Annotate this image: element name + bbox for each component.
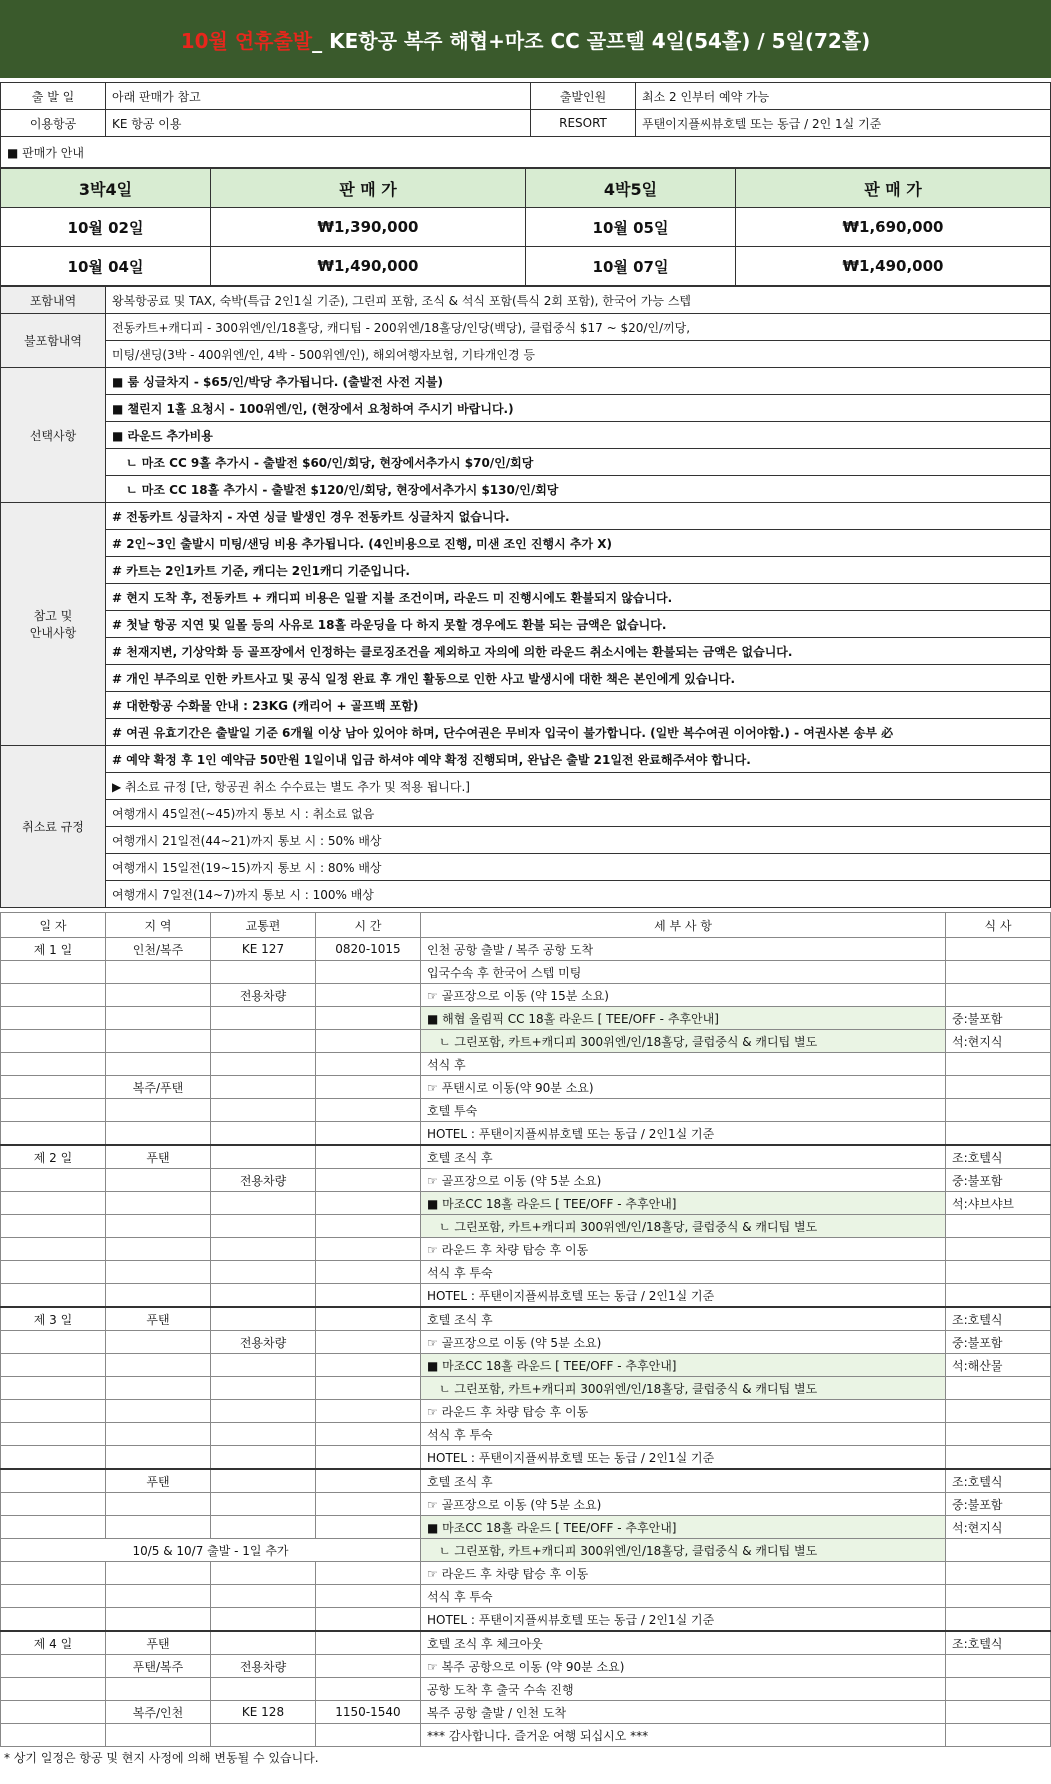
schedule-cell: ■ 마조CC 18홀 라운드 [ TEE/OFF - 추후안내] bbox=[421, 1354, 946, 1377]
schedule-cell bbox=[1, 961, 106, 984]
price-value: ₩1,690,000 bbox=[736, 208, 1051, 247]
schedule-cell bbox=[946, 1122, 1051, 1146]
schedule-cell: 공항 도착 후 출국 수속 진행 bbox=[421, 1678, 946, 1701]
schedule-cell: 호텔 투숙 bbox=[421, 1099, 946, 1122]
schedule-cell bbox=[106, 1261, 211, 1284]
schedule-cell bbox=[316, 1377, 421, 1400]
schedule-cell bbox=[946, 1215, 1051, 1238]
schedule-cell: ☞ 라운드 후 차량 탑승 후 이동 bbox=[421, 1562, 946, 1585]
schedule-cell bbox=[316, 1238, 421, 1261]
schedule-cell bbox=[946, 1377, 1051, 1400]
schedule-row bbox=[1, 1122, 1051, 1146]
title-banner bbox=[0, 0, 1051, 78]
schedule-cell bbox=[316, 1169, 421, 1192]
schedule-cell bbox=[211, 1377, 316, 1400]
schedule-cell: 조:호텔식 bbox=[946, 1469, 1051, 1493]
schedule-cell bbox=[946, 1238, 1051, 1261]
schedule-row bbox=[1, 1724, 1051, 1747]
option-line: ㄴ 마조 CC 18홀 추가시 - 출발전 $120/인/회당, 현장에서추가시 $130/인/회당 bbox=[106, 476, 1051, 503]
schedule-cell bbox=[106, 1377, 211, 1400]
price-date: 10월 04일 bbox=[1, 247, 211, 286]
airline-label: 이용항공 bbox=[1, 110, 106, 137]
schedule-cell: 푸탠 bbox=[106, 1145, 211, 1169]
schedule-header-cell: 식 사 bbox=[946, 913, 1051, 938]
schedule-cell bbox=[946, 1655, 1051, 1678]
schedule-cell bbox=[316, 1631, 421, 1655]
schedule-cell: ☞ 푸탠시로 이동(약 90분 소요) bbox=[421, 1076, 946, 1099]
schedule-row bbox=[1, 938, 1051, 961]
schedule-cell: 석식 후 투숙 bbox=[421, 1261, 946, 1284]
schedule-cell: 인천 공항 출발 / 복주 공항 도착 bbox=[421, 938, 946, 961]
schedule-cell bbox=[211, 1400, 316, 1423]
schedule-cell bbox=[106, 1516, 211, 1539]
option-line: ■ 라운드 추가비용 bbox=[106, 422, 1051, 449]
schedule-cell bbox=[1, 1284, 106, 1308]
schedule-cell bbox=[316, 1307, 421, 1331]
schedule-cell: ☞ 골프장으로 이동 (약 5분 소요) bbox=[421, 1493, 946, 1516]
schedule-cell: 1150-1540 bbox=[316, 1701, 421, 1724]
schedule-cell bbox=[316, 1331, 421, 1354]
schedule-row bbox=[1, 1030, 1051, 1053]
schedule-cell bbox=[106, 1331, 211, 1354]
schedule-row bbox=[1, 1631, 1051, 1655]
schedule-cell: 호텔 조식 후 bbox=[421, 1145, 946, 1169]
schedule-cell bbox=[316, 1076, 421, 1099]
schedule-cell bbox=[946, 1423, 1051, 1446]
schedule-cell bbox=[946, 961, 1051, 984]
schedule-cell bbox=[1, 1446, 106, 1470]
schedule-cell bbox=[106, 1608, 211, 1632]
schedule-cell: 석:현지식 bbox=[946, 1516, 1051, 1539]
schedule-cell: 제 1 일 bbox=[1, 938, 106, 961]
schedule-cell: 호텔 조식 후 bbox=[421, 1307, 946, 1331]
schedule-cell bbox=[106, 1007, 211, 1030]
schedule-row bbox=[1, 1215, 1051, 1238]
note-line: # 2인~3인 출발시 미팅/샌딩 비용 추가됩니다. (4인비용으로 진행, 미샌 조인 진행시 추가 X) bbox=[106, 530, 1051, 557]
depart-label: 출 발 일 bbox=[1, 83, 106, 110]
schedule-cell bbox=[211, 1076, 316, 1099]
schedule-cell bbox=[946, 1724, 1051, 1747]
schedule-cell bbox=[106, 1493, 211, 1516]
people-value: 최소 2 인부터 예약 가능 bbox=[636, 83, 1051, 110]
schedule-cell bbox=[1, 1678, 106, 1701]
schedule-header-cell: 일 자 bbox=[1, 913, 106, 938]
schedule-cell bbox=[211, 1678, 316, 1701]
schedule-cell bbox=[946, 984, 1051, 1007]
schedule-cell bbox=[106, 1400, 211, 1423]
schedule-cell: ■ 해협 올림픽 CC 18홀 라운드 [ TEE/OFF - 추후안내] bbox=[421, 1007, 946, 1030]
excluded-line: 전동카트+캐디피 - 300위엔/인/18홀당, 캐디팁 - 200위엔/18홀당/인당(백당), 클럽중식 $17 ~ $20/인/끼당, bbox=[106, 314, 1051, 341]
price-section-title: ■ 판매가 안내 bbox=[1, 137, 1051, 168]
schedule-cell bbox=[106, 1053, 211, 1076]
schedule-row bbox=[1, 1655, 1051, 1678]
schedule-cell: 전용차량 bbox=[211, 1331, 316, 1354]
schedule-header-cell: 지 역 bbox=[106, 913, 211, 938]
schedule-cell bbox=[316, 1030, 421, 1053]
title-text: _ KE항공 복주 해협+마조 CC 골프텔 4일(54홀) / 5일(72홀) bbox=[312, 28, 871, 53]
schedule-cell: 복주 공항 출발 / 인천 도착 bbox=[421, 1701, 946, 1724]
schedule-cell: 중:불포함 bbox=[946, 1169, 1051, 1192]
schedule-cell bbox=[316, 1678, 421, 1701]
schedule-cell bbox=[106, 1354, 211, 1377]
schedule-cell: 전용차량 bbox=[211, 1655, 316, 1678]
schedule-row bbox=[1, 1192, 1051, 1215]
title-highlight: 10월 연휴출발 bbox=[180, 28, 313, 53]
schedule-cell bbox=[106, 1099, 211, 1122]
schedule-row bbox=[1, 1608, 1051, 1632]
schedule-cell bbox=[106, 984, 211, 1007]
schedule-row bbox=[1, 961, 1051, 984]
excluded-line: 미팅/샌딩(3박 - 400위엔/인, 4박 - 500위엔/인), 해외여행자보험, 기타개인경 등 bbox=[106, 341, 1051, 368]
schedule-cell bbox=[1, 1007, 106, 1030]
schedule-cell bbox=[946, 1099, 1051, 1122]
schedule-row bbox=[1, 1516, 1051, 1539]
schedule-cell: 제 4 일 bbox=[1, 1631, 106, 1655]
schedule-cell: ■ 마조CC 18홀 라운드 [ TEE/OFF - 추후안내] bbox=[421, 1192, 946, 1215]
schedule-cell: 조:호텔식 bbox=[946, 1145, 1051, 1169]
schedule-cell bbox=[211, 1284, 316, 1308]
airline-value: KE 항공 이용 bbox=[106, 110, 531, 137]
schedule-cell bbox=[1, 1169, 106, 1192]
schedule-cell bbox=[1, 1099, 106, 1122]
schedule-cell bbox=[316, 1446, 421, 1470]
schedule-cell bbox=[106, 961, 211, 984]
schedule-cell bbox=[1, 1354, 106, 1377]
schedule-cell bbox=[211, 1423, 316, 1446]
schedule-cell: 푸탠 bbox=[106, 1307, 211, 1331]
schedule-cell: 중:불포함 bbox=[946, 1331, 1051, 1354]
schedule-row bbox=[1, 1400, 1051, 1423]
price-value: ₩1,490,000 bbox=[736, 247, 1051, 286]
schedule-cell: 호텔 조식 후 체크아웃 bbox=[421, 1631, 946, 1655]
schedule-cell: ㄴ 그린포함, 카트+캐디피 300위엔/인/18홀당, 클럽중식 & 캐디팁 별도 bbox=[421, 1215, 946, 1238]
schedule-cell bbox=[316, 1192, 421, 1215]
schedule-cell: 석식 후 투숙 bbox=[421, 1585, 946, 1608]
schedule-cell bbox=[106, 1678, 211, 1701]
notes-label-line-1: 참고 및 bbox=[33, 609, 73, 623]
schedule-cell: 0820-1015 bbox=[316, 938, 421, 961]
schedule-row bbox=[1, 1354, 1051, 1377]
schedule-row bbox=[1, 1585, 1051, 1608]
schedule-cell: HOTEL : 푸탠이지플씨뷰호텔 또는 동급 / 2인1실 기준 bbox=[421, 1608, 946, 1632]
schedule-header-cell: 교통편 bbox=[211, 913, 316, 938]
schedule-cell: ☞ 라운드 후 차량 탑승 후 이동 bbox=[421, 1238, 946, 1261]
schedule-row bbox=[1, 1701, 1051, 1724]
schedule-cell bbox=[106, 1030, 211, 1053]
price-table bbox=[0, 168, 1051, 286]
schedule-cell: HOTEL : 푸탠이지플씨뷰호텔 또는 동급 / 2인1실 기준 bbox=[421, 1122, 946, 1146]
schedule-cell bbox=[211, 1007, 316, 1030]
options-label: 선택사항 bbox=[1, 368, 106, 503]
price-col-sale-1: 판 매 가 bbox=[211, 169, 526, 208]
schedule-cell: KE 128 bbox=[211, 1701, 316, 1724]
schedule-cell: ☞ 골프장으로 이동 (약 15분 소요) bbox=[421, 984, 946, 1007]
schedule-cell bbox=[1, 1655, 106, 1678]
schedule-cell bbox=[211, 1354, 316, 1377]
schedule-cell bbox=[211, 1053, 316, 1076]
schedule-cell bbox=[211, 1724, 316, 1747]
schedule-cell: HOTEL : 푸탠이지플씨뷰호텔 또는 동급 / 2인1실 기준 bbox=[421, 1446, 946, 1470]
schedule-header-cell: 세 부 사 항 bbox=[421, 913, 946, 938]
schedule-row bbox=[1, 1053, 1051, 1076]
schedule-cell: ☞ 라운드 후 차량 탑승 후 이동 bbox=[421, 1400, 946, 1423]
included-label: 포함내역 bbox=[1, 287, 106, 314]
schedule-cell: ㄴ 그린포함, 카트+캐디피 300위엔/인/18홀당, 클럽중식 & 캐디팁 별도 bbox=[421, 1539, 946, 1562]
note-line: # 카트는 2인1카트 기준, 캐디는 2인1캐디 기준입니다. bbox=[106, 557, 1051, 584]
schedule-cell bbox=[946, 1284, 1051, 1308]
price-date: 10월 07일 bbox=[526, 247, 736, 286]
schedule-cell bbox=[106, 1724, 211, 1747]
schedule-cell bbox=[946, 1701, 1051, 1724]
schedule-cell bbox=[946, 1261, 1051, 1284]
schedule-row bbox=[1, 1331, 1051, 1354]
schedule-cell bbox=[316, 1284, 421, 1308]
schedule-cell: 석식 후 bbox=[421, 1053, 946, 1076]
schedule-cell bbox=[106, 1192, 211, 1215]
schedule-cell bbox=[316, 1145, 421, 1169]
schedule-header bbox=[1, 913, 1051, 938]
schedule-cell: 전용차량 bbox=[211, 984, 316, 1007]
schedule-row bbox=[1, 1284, 1051, 1308]
schedule-cell bbox=[1, 1215, 106, 1238]
note-line: # 여권 유효기간은 출발일 기준 6개월 이상 남아 있어야 하며, 단수여권은 무비자 입국이 불가합니다. (일반 복수여권 이어야함.) - 여권사본 송부 必 bbox=[106, 719, 1051, 746]
schedule-cell: ■ 마조CC 18홀 라운드 [ TEE/OFF - 추후안내] bbox=[421, 1516, 946, 1539]
schedule-cell bbox=[316, 1400, 421, 1423]
schedule-cell: 조:호텔식 bbox=[946, 1307, 1051, 1331]
schedule-cell bbox=[946, 1053, 1051, 1076]
schedule-cell: 푸탠/복주 bbox=[106, 1655, 211, 1678]
schedule-cell: 석:현지식 bbox=[946, 1030, 1051, 1053]
schedule-cell bbox=[946, 938, 1051, 961]
cancel-label: 취소료 규정 bbox=[1, 746, 106, 908]
schedule-cell bbox=[946, 1076, 1051, 1099]
schedule-cell: 석:해산물 bbox=[946, 1354, 1051, 1377]
schedule-cell bbox=[316, 1099, 421, 1122]
schedule-cell bbox=[1, 1331, 106, 1354]
price-col-3n4d: 3박4일 bbox=[1, 169, 211, 208]
schedule-cell bbox=[946, 1608, 1051, 1632]
schedule-cell: ☞ 골프장으로 이동 (약 5분 소요) bbox=[421, 1169, 946, 1192]
schedule-cell bbox=[211, 1238, 316, 1261]
schedule-cell bbox=[211, 1307, 316, 1331]
schedule-row bbox=[1, 1099, 1051, 1122]
schedule-cell bbox=[1, 1192, 106, 1215]
schedule-cell: 석식 후 투숙 bbox=[421, 1423, 946, 1446]
schedule-cell bbox=[211, 1122, 316, 1146]
schedule-cell bbox=[106, 1423, 211, 1446]
cancel-line: # 예약 확정 후 1인 예약금 50만원 1일이내 입금 하셔야 예약 확정 진행되며, 완납은 출발 21일전 완료해주셔야 합니다. bbox=[106, 746, 1051, 773]
cancel-line: 여행개시 45일전(~45)까지 통보 시 : 취소료 없음 bbox=[106, 800, 1051, 827]
schedule-cell bbox=[106, 1284, 211, 1308]
schedule-cell: 입국수속 후 한국어 스텝 미팅 bbox=[421, 961, 946, 984]
schedule-row bbox=[1, 1469, 1051, 1493]
schedule-cell bbox=[211, 1099, 316, 1122]
schedule-cell bbox=[211, 1145, 316, 1169]
schedule-cell bbox=[1, 1724, 106, 1747]
schedule-row bbox=[1, 1539, 1051, 1562]
option-line: ■ 룸 싱글차지 - $65/인/박당 추가됩니다. (출발전 사전 지불) bbox=[106, 368, 1051, 395]
schedule-cell bbox=[1, 1238, 106, 1261]
schedule-cell: 중:불포함 bbox=[946, 1007, 1051, 1030]
schedule-row bbox=[1, 1493, 1051, 1516]
schedule-cell: 석:샤브샤브 bbox=[946, 1192, 1051, 1215]
note-line: # 현지 도착 후, 전동카트 + 캐디피 비용은 일괄 지불 조건이며, 라운드 미 진행시에도 환불되지 않습니다. bbox=[106, 584, 1051, 611]
schedule-cell bbox=[1, 1261, 106, 1284]
schedule-cell: 중:불포함 bbox=[946, 1493, 1051, 1516]
schedule-cell: *** 감사합니다. 즐거운 여행 되십시오 *** bbox=[421, 1724, 946, 1747]
price-col-sale-2: 판 매 가 bbox=[736, 169, 1051, 208]
schedule-row bbox=[1, 1562, 1051, 1585]
schedule-cell: 복주/인천 bbox=[106, 1701, 211, 1724]
schedule-cell bbox=[316, 1007, 421, 1030]
schedule-cell: ☞ 골프장으로 이동 (약 5분 소요) bbox=[421, 1331, 946, 1354]
schedule-cell bbox=[946, 1539, 1051, 1562]
schedule-cell bbox=[1, 1122, 106, 1146]
schedule-cell: 조:호텔식 bbox=[946, 1631, 1051, 1655]
schedule-cell bbox=[316, 1122, 421, 1146]
schedule-cell bbox=[1, 1076, 106, 1099]
schedule-cell bbox=[1, 1377, 106, 1400]
schedule-cell bbox=[211, 1446, 316, 1470]
schedule-cell bbox=[316, 1354, 421, 1377]
schedule-cell bbox=[946, 1446, 1051, 1470]
depart-value: 아래 판매가 참고 bbox=[106, 83, 531, 110]
schedule-cell bbox=[946, 1400, 1051, 1423]
schedule-cell bbox=[106, 1446, 211, 1470]
schedule-header-cell: 시 간 bbox=[316, 913, 421, 938]
schedule-cell: KE 127 bbox=[211, 938, 316, 961]
schedule-cell bbox=[211, 1030, 316, 1053]
cancel-line: 여행개시 7일전(14~7)까지 통보 시 : 100% 배상 bbox=[106, 881, 1051, 908]
schedule-cell bbox=[316, 1655, 421, 1678]
schedule-row bbox=[1, 984, 1051, 1007]
schedule-cell: 복주/푸탠 bbox=[106, 1076, 211, 1099]
schedule-cell bbox=[316, 1053, 421, 1076]
schedule-cell bbox=[946, 1585, 1051, 1608]
note-line: # 대한항공 수화물 안내 : 23KG (캐리어 + 골프백 포함) bbox=[106, 692, 1051, 719]
schedule-cell bbox=[1, 1701, 106, 1724]
schedule-cell bbox=[211, 1192, 316, 1215]
schedule-row bbox=[1, 1423, 1051, 1446]
included-text: 왕복항공료 및 TAX, 숙박(특급 2인1실 기준), 그린피 포함, 조식 & 석식 포함(특식 2회 포함), 한국어 가능 스텝 bbox=[106, 287, 1051, 314]
schedule-cell bbox=[1, 1030, 106, 1053]
schedule-row bbox=[1, 1377, 1051, 1400]
option-line: ㄴ 마조 CC 9홀 추가시 - 출발전 $60/인/회당, 현장에서추가시 $70/인/회당 bbox=[106, 449, 1051, 476]
schedule-cell bbox=[316, 1724, 421, 1747]
info-table bbox=[0, 82, 1051, 168]
schedule-cell bbox=[106, 1215, 211, 1238]
schedule-cell bbox=[316, 1261, 421, 1284]
schedule-cell: ㄴ 그린포함, 카트+캐디피 300위엔/인/18홀당, 클럽중식 & 캐디팁 별도 bbox=[421, 1377, 946, 1400]
note-line: # 첫날 항공 지연 및 일몰 등의 사유로 18홀 라운딩을 다 하지 못할 경우에도 환불 되는 금액은 없습니다. bbox=[106, 611, 1051, 638]
cancel-line: ▶ 취소료 규정 [단, 항공권 취소 수수료는 별도 추가 및 적용 됩니다.] bbox=[106, 773, 1051, 800]
note-line: # 개인 부주의로 인한 카트사고 및 공식 일정 완료 후 개인 활동으로 인한 사고 발생시에 대한 책은 본인에게 있습니다. bbox=[106, 665, 1051, 692]
schedule-cell bbox=[106, 1238, 211, 1261]
price-date: 10월 05일 bbox=[526, 208, 736, 247]
schedule-cell bbox=[316, 1215, 421, 1238]
terms-table bbox=[0, 286, 1051, 908]
schedule-cell: ㄴ 그린포함, 카트+캐디피 300위엔/인/18홀당, 클럽중식 & 캐디팁 별도 bbox=[421, 1030, 946, 1053]
schedule-cell bbox=[106, 1122, 211, 1146]
schedule-cell bbox=[106, 1169, 211, 1192]
schedule-cell: 호텔 조식 후 bbox=[421, 1469, 946, 1493]
schedule-table bbox=[0, 912, 1051, 1747]
schedule-cell bbox=[1, 1400, 106, 1423]
people-label: 출발인원 bbox=[531, 83, 636, 110]
schedule-row bbox=[1, 1169, 1051, 1192]
schedule-cell: 푸탠 bbox=[106, 1631, 211, 1655]
cancel-line: 여행개시 21일전(44~21)까지 통보 시 : 50% 배상 bbox=[106, 827, 1051, 854]
schedule-cell bbox=[211, 1631, 316, 1655]
schedule-row bbox=[1, 1307, 1051, 1331]
schedule-cell: 전용차량 bbox=[211, 1169, 316, 1192]
schedule-row bbox=[1, 1446, 1051, 1470]
price-value: ₩1,490,000 bbox=[211, 247, 526, 286]
extra-day-note: 10/5 & 10/7 출발 - 1일 추가 bbox=[1, 1539, 421, 1562]
schedule-cell bbox=[211, 1261, 316, 1284]
note-line: # 전동카트 싱글차지 - 자연 싱글 발생인 경우 전동카트 싱글차지 없습니다. bbox=[106, 503, 1051, 530]
schedule-cell: HOTEL : 푸탠이지플씨뷰호텔 또는 동급 / 2인1실 기준 bbox=[421, 1284, 946, 1308]
cancel-line: 여행개시 15일전(19~15)까지 통보 시 : 80% 배상 bbox=[106, 854, 1051, 881]
schedule-row bbox=[1, 1678, 1051, 1701]
schedule-row bbox=[1, 1007, 1051, 1030]
schedule-row bbox=[1, 1076, 1051, 1099]
price-col-4n5d: 4박5일 bbox=[526, 169, 736, 208]
schedule-cell bbox=[946, 1678, 1051, 1701]
notes-label-line-2: 안내사항 bbox=[29, 626, 77, 640]
schedule-cell bbox=[316, 961, 421, 984]
notes-label bbox=[1, 503, 106, 746]
schedule-cell: 제 2 일 bbox=[1, 1145, 106, 1169]
option-line: ■ 챌린지 1홀 요청시 - 100위엔/인, (현장에서 요청하여 주시기 바랍니다.) bbox=[106, 395, 1051, 422]
schedule-cell bbox=[1, 1053, 106, 1076]
note-line: # 천재지변, 기상악화 등 골프장에서 인정하는 클로징조건을 제외하고 자의에 의한 라운드 취소시에는 환불되는 금액은 없습니다. bbox=[106, 638, 1051, 665]
price-value: ₩1,390,000 bbox=[211, 208, 526, 247]
schedule-cell bbox=[1, 1423, 106, 1446]
schedule-cell bbox=[1, 984, 106, 1007]
schedule-cell: ☞ 복주 공항으로 이동 (약 90분 소요) bbox=[421, 1655, 946, 1678]
resort-label: RESORT bbox=[531, 110, 636, 137]
schedule-cell bbox=[211, 961, 316, 984]
schedule-cell: 푸탠 bbox=[106, 1469, 211, 1493]
schedule-cell: 제 3 일 bbox=[1, 1307, 106, 1331]
schedule-cell bbox=[106, 1585, 211, 1608]
schedule-row bbox=[1, 1145, 1051, 1169]
schedule-cell bbox=[316, 984, 421, 1007]
price-date: 10월 02일 bbox=[1, 208, 211, 247]
schedule-cell: 인천/복주 bbox=[106, 938, 211, 961]
schedule-cell bbox=[211, 1215, 316, 1238]
schedule-row bbox=[1, 1238, 1051, 1261]
schedule-cell bbox=[316, 1423, 421, 1446]
resort-value: 푸탠이지플씨뷰호텔 또는 동급 / 2인 1실 기준 bbox=[636, 110, 1051, 137]
schedule-row bbox=[1, 1261, 1051, 1284]
schedule-cell bbox=[106, 1562, 211, 1585]
footer-note: * 상기 일정은 항공 및 현지 사정에 의해 변동될 수 있습니다. bbox=[4, 1751, 319, 1765]
excluded-label: 불포함내역 bbox=[1, 314, 106, 368]
schedule-cell bbox=[946, 1562, 1051, 1585]
